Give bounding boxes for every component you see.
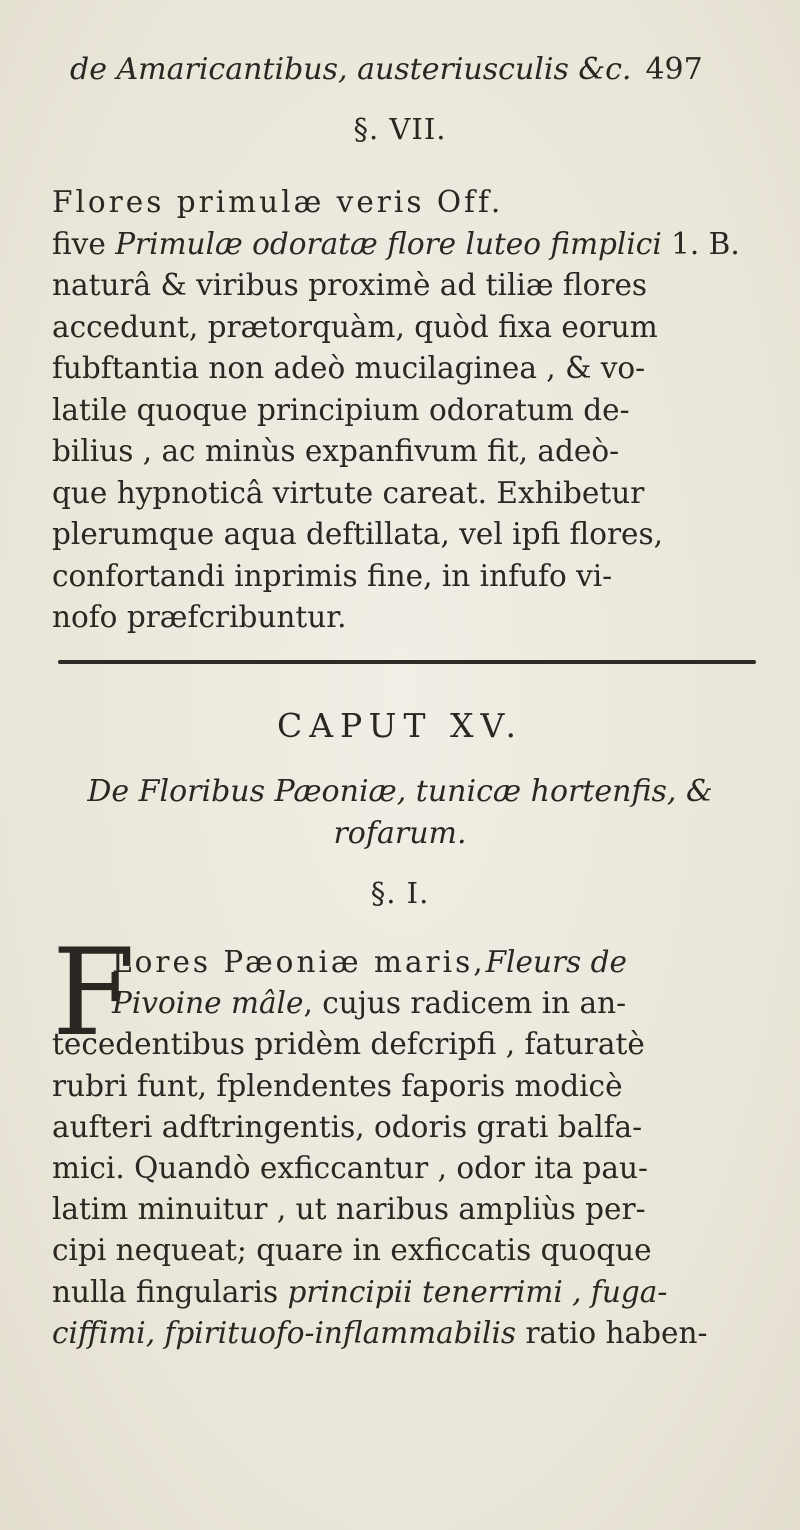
section-divider-rule (58, 660, 756, 664)
text-line (52, 514, 758, 556)
text-segment: que hypnoticâ virtute careat. Exhibetur (52, 475, 645, 510)
text-line (52, 1189, 758, 1230)
drop-cap-letter: F (52, 924, 136, 1063)
text-line (52, 265, 758, 307)
text-segment: naturâ & viribus proximè ad tiliæ flores (52, 268, 648, 302)
text-segment: ratio haben- (516, 1315, 708, 1350)
chapter-subtitle-line-2: rofarum. (333, 816, 467, 851)
text-segment: plerumque aqua deftillata, vel ipfi flores, (52, 517, 664, 551)
text-segment: Flores primulæ veris Off. (52, 185, 504, 219)
running-head (70, 52, 750, 87)
text-segment: tecedentibus pridèm defcripfi , faturatè (52, 1027, 645, 1062)
text-line (52, 1148, 758, 1189)
text-segment: principii tenerrimi , fuga- (287, 1274, 668, 1309)
text-line (52, 307, 758, 349)
text-line (52, 1024, 758, 1065)
section-heading-vii: §. VII. (353, 112, 447, 146)
text-line (52, 983, 758, 1024)
text-segment: Lores Pæoniæ maris, (112, 945, 486, 979)
text-segment: rubri funt, fplendentes faporis modicè (52, 1068, 623, 1103)
text-segment: Fleurs de (485, 945, 627, 979)
text-line (52, 182, 758, 224)
text-line (52, 473, 758, 515)
text-line (52, 1230, 758, 1271)
text-segment: nofo præfcribuntur. (52, 600, 347, 634)
text-segment: Pivoine mâle (112, 986, 304, 1021)
text-line (52, 1107, 758, 1148)
text-segment: five (52, 226, 116, 261)
text-segment: mici. Quandò exficcantur , odor ita pau- (52, 1151, 648, 1186)
text-segment: Primulæ odoratæ flore luteo fimplici (115, 226, 662, 261)
chapter-subtitle-line-1: De Floribus Pæoniæ, tunicæ hortenfis, & (87, 774, 713, 809)
text-segment: latim minuitur , ut naribus ampliùs per- (52, 1192, 646, 1227)
text-line (52, 942, 758, 983)
text-segment: aufteri adftringentis, odoris grati balfa- (52, 1109, 643, 1144)
text-segment: , cujus radicem in an- (303, 986, 627, 1021)
text-segment: 1. B. (661, 226, 740, 261)
page-number: 497 (645, 52, 703, 87)
text-line (52, 348, 758, 390)
text-segment: ciffimi, fpirituofo-inflammabilis (52, 1315, 517, 1350)
text-line (52, 1066, 758, 1107)
text-line (52, 1313, 758, 1354)
text-line (52, 556, 758, 598)
text-segment: accedunt, prætorquàm, quòd fixa eorum (52, 309, 658, 344)
text-segment: confortandi inprimis fine, in infufo vi- (52, 558, 613, 593)
text-segment: nulla fingularis (52, 1274, 288, 1309)
text-segment: fubftantia non adeò mucilaginea , & vo- (52, 351, 646, 385)
text-line (52, 224, 758, 266)
text-segment: cipi nequeat; quare in exficcatis quoque (52, 1233, 652, 1268)
text-segment: bilius , ac minùs expanfivum fit, adeò- (52, 434, 620, 468)
text-line (52, 1272, 758, 1313)
text-line (52, 597, 758, 639)
chapter-heading: CAPUT XV. (276, 706, 524, 745)
text-line (52, 390, 758, 432)
text-segment: latile quoque principium odoratum de- (52, 392, 630, 427)
paragraph-primula (52, 182, 758, 639)
text-line (52, 431, 758, 473)
running-head-title: de Amaricantibus, austeriusculis &c. (70, 52, 632, 87)
section-heading-i: §. I. (370, 876, 430, 910)
paragraph-paeonia (52, 924, 758, 1354)
